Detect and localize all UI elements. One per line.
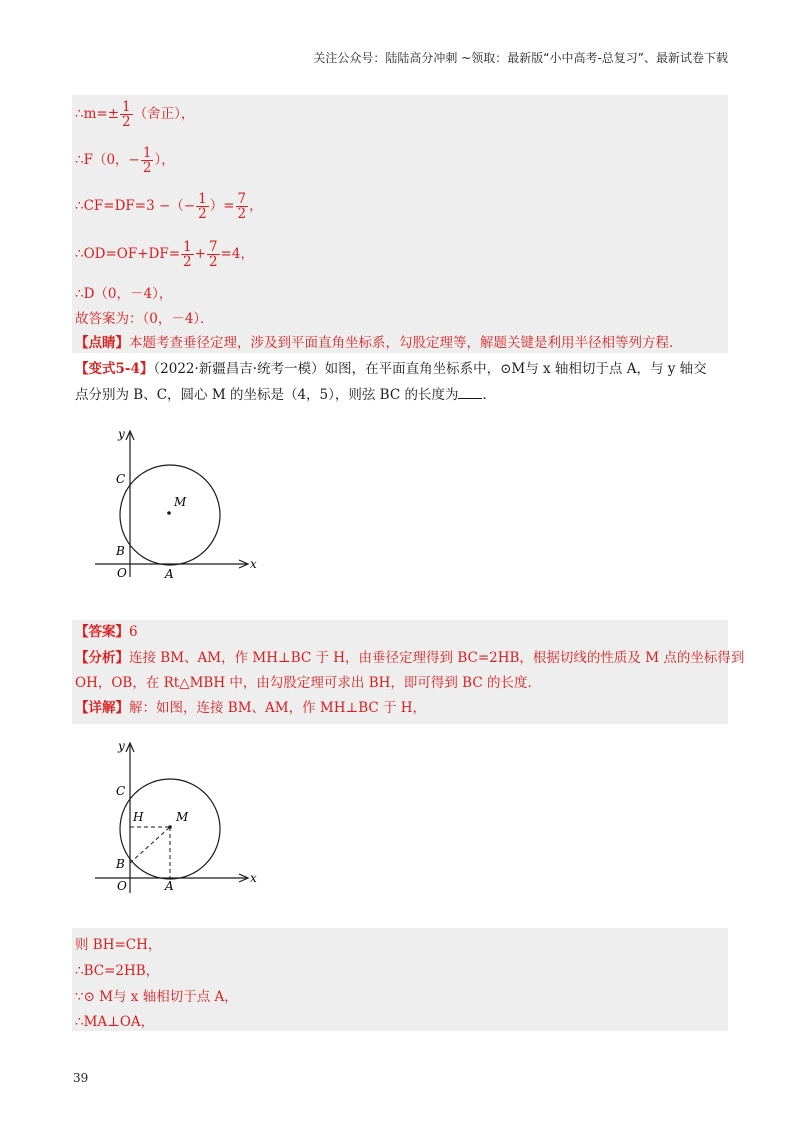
answer-blank bbox=[458, 386, 482, 399]
page-number: 39 bbox=[73, 1071, 89, 1085]
step-line-1: 则 BH=CH， bbox=[75, 937, 162, 953]
label-x: x bbox=[250, 557, 257, 571]
solution-line-d: ∴D（0，－4）， bbox=[75, 286, 173, 302]
label-h: H bbox=[133, 810, 144, 824]
label-c: C bbox=[116, 472, 126, 486]
fraction: $\frac{7}{2}$ bbox=[208, 239, 218, 270]
analysis-line-2: OH，OB，在 Rt△MBH 中，由勾股定理可求出 BH，即可得到 BC 的长度． bbox=[75, 675, 541, 691]
label-m: M bbox=[176, 810, 189, 824]
label-a: A bbox=[165, 567, 174, 581]
step-line-4: ∴MA⊥OA， bbox=[75, 1014, 155, 1030]
fraction: $\frac{1}{2}$ bbox=[142, 145, 152, 176]
fraction: $\frac{1}{2}$ bbox=[183, 239, 192, 270]
center-point-m bbox=[167, 511, 171, 515]
center-point-m bbox=[168, 825, 172, 829]
label-a: A bbox=[165, 879, 174, 893]
figure-2-circle-diagram bbox=[90, 737, 270, 897]
step-line-2: ∴BC=2HB， bbox=[75, 963, 160, 979]
label-o: O bbox=[117, 879, 127, 893]
solution-line-m: ∴m=± $\frac{1}{2}$ （舍正）， bbox=[75, 99, 195, 130]
solution-line-od: ∴OD=OF+DF= $\frac{1}{2}$ + $\frac{7}{2}$ =4， bbox=[75, 239, 254, 270]
problem-line-1: 【变式5-4】（2022·新疆昌吉·统考一模）如图，在平面直角坐标系中，⊙M与 x 轴相切于点 A，与 y 轴交 bbox=[75, 361, 707, 377]
detail-tag: 【详解】 bbox=[75, 700, 129, 716]
comment-tag: 【点睛】 bbox=[75, 335, 129, 351]
label-y: y bbox=[118, 427, 125, 441]
circle-m bbox=[120, 465, 220, 565]
detail-line: 【详解】解：如图，连接 BM、AM，作 MH⊥BC 于 H， bbox=[75, 700, 427, 716]
label-c: C bbox=[116, 784, 126, 798]
fraction: $\frac{7}{2}$ bbox=[237, 191, 247, 222]
problem-line-2: 点分别为 B、C，圆心 M 的坐标是（4，5），则弦 BC 的长度为 ． bbox=[75, 387, 496, 403]
answer-value: 6 bbox=[129, 624, 138, 640]
comment-text: 本题考查垂径定理，涉及到平面直角坐标系，勾股定理等，解题关键是利用半径相等列方程． bbox=[129, 335, 683, 351]
fraction: $\frac{1}{2}$ bbox=[122, 99, 131, 130]
fraction: $\frac{1}{2}$ bbox=[198, 191, 207, 222]
analysis-line-1: 【分析】连接 BM、AM，作 MH⊥BC 于 H，由垂径定理得到 BC=2HB，根据切线的性质及 M 点的坐标得到 bbox=[75, 650, 745, 666]
label-b: B bbox=[116, 857, 125, 871]
problem-tag: 【变式5-4】 bbox=[75, 361, 154, 377]
segment-bm-dashed bbox=[130, 827, 170, 863]
label-b: B bbox=[116, 544, 125, 558]
label-m: M bbox=[174, 495, 187, 509]
steps-shade bbox=[72, 928, 728, 1031]
page-header: 关注公众号：陆陆高分冲刺 ~领取：最新版“小中高考-总复习”、最新试卷下载 bbox=[313, 51, 728, 65]
answer-tag: 【答案】 bbox=[75, 624, 129, 640]
analysis-tag: 【分析】 bbox=[75, 650, 129, 666]
comment-line bbox=[75, 334, 683, 352]
label-o: O bbox=[117, 566, 127, 580]
solution-answer-line: 故答案为：（0，－4）． bbox=[75, 311, 214, 327]
figure-1-circle-diagram bbox=[90, 425, 270, 585]
answer-line bbox=[75, 623, 138, 641]
solution-line-cf: ∴CF=DF=3 −（− $\frac{1}{2}$ ）= $\frac{7}{2}$ ， bbox=[75, 191, 263, 222]
step-line-3: ∵⊙ M与 x 轴相切于点 A， bbox=[75, 989, 238, 1005]
solution-line-f: ∴F（0，− $\frac{1}{2}$ ）， bbox=[75, 145, 175, 176]
label-x: x bbox=[250, 871, 257, 885]
label-y: y bbox=[118, 739, 125, 753]
